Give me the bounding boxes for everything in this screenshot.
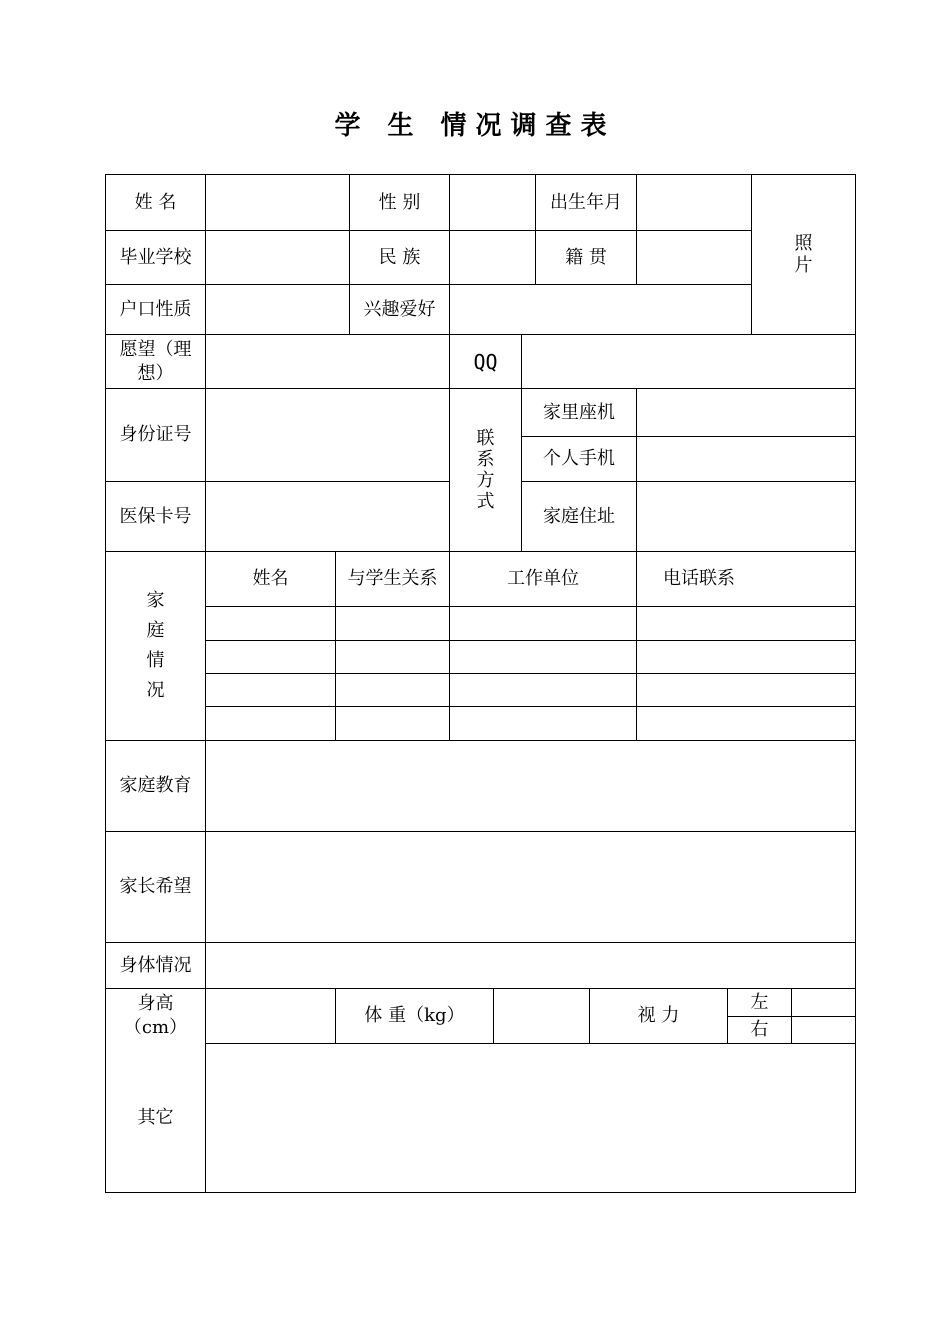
family-cell[interactable]: [206, 707, 335, 740]
weight-field[interactable]: [494, 989, 589, 1043]
height-label: 身高（cm）: [123, 993, 188, 1038]
name-field[interactable]: [206, 175, 349, 230]
native-place-field[interactable]: [637, 231, 751, 284]
vision-label: 视 力: [637, 1005, 680, 1026]
mobile-label: 个人手机: [543, 448, 615, 469]
photo-label: 照片: [794, 232, 813, 276]
work-unit-header: 工作单位: [507, 568, 579, 589]
family-cell[interactable]: [450, 707, 636, 740]
address-label: 家庭住址: [543, 505, 615, 527]
family-cell[interactable]: [637, 607, 855, 640]
address-field[interactable]: [637, 482, 855, 551]
family-label: 家庭情况: [146, 590, 165, 701]
family-cell[interactable]: [206, 607, 335, 640]
native-place-label: 籍 贯: [565, 246, 607, 268]
vision-left-field[interactable]: [792, 989, 855, 1016]
vision-right-field[interactable]: [792, 1017, 855, 1043]
photo-box[interactable]: [752, 175, 855, 334]
parent-hope-field[interactable]: [206, 832, 855, 942]
weight-label: 体 重（kg）: [364, 1005, 465, 1026]
relation-header: 与学生关系: [347, 568, 438, 589]
family-name-header: 姓名: [252, 568, 289, 589]
qq-label: QQ: [473, 349, 498, 374]
family-cell[interactable]: [450, 674, 636, 706]
ethnicity-field[interactable]: [450, 231, 535, 284]
family-cell[interactable]: [336, 707, 449, 740]
family-education-label: 家庭教育: [119, 775, 192, 796]
family-cell[interactable]: [637, 707, 855, 740]
other-field[interactable]: [206, 1044, 855, 1192]
family-cell[interactable]: [206, 674, 335, 706]
medical-card-label: 医保卡号: [119, 505, 192, 527]
family-cell[interactable]: [637, 641, 855, 673]
ethnicity-label: 民 族: [378, 246, 421, 268]
phone-header: 电话联系: [663, 568, 735, 589]
medical-card-field[interactable]: [206, 482, 449, 551]
hobby-label: 兴趣爱好: [363, 298, 436, 320]
family-cell[interactable]: [336, 641, 449, 673]
health-label: 身体情况: [119, 954, 192, 976]
id-number-field[interactable]: [206, 389, 449, 481]
wish-field[interactable]: [206, 335, 449, 388]
gender-label: 性 别: [378, 191, 421, 213]
home-phone-field[interactable]: [637, 389, 855, 436]
qq-field[interactable]: [522, 335, 855, 388]
wish-label: 愿望（理想）: [119, 338, 192, 384]
home-phone-label: 家里座机: [543, 401, 615, 423]
birth-field[interactable]: [637, 175, 751, 230]
school-field[interactable]: [206, 231, 349, 284]
family-education-field[interactable]: [206, 741, 855, 831]
family-cell[interactable]: [450, 607, 636, 640]
gender-field[interactable]: [450, 175, 535, 230]
vision-left-label: 左: [750, 991, 769, 1013]
parent-hope-label: 家长希望: [119, 876, 192, 897]
form-title: 学 生 情况调查表: [334, 111, 616, 141]
name-label: 姓 名: [134, 191, 177, 213]
hukou-label: 户口性质: [119, 298, 192, 320]
vision-right-label: 右: [750, 1019, 769, 1040]
id-number-label: 身份证号: [119, 424, 192, 445]
family-cell[interactable]: [637, 674, 855, 706]
contact-label: 联系方式: [476, 428, 495, 512]
hobby-field[interactable]: [450, 285, 751, 334]
health-field[interactable]: [206, 943, 855, 988]
hukou-field[interactable]: [206, 285, 349, 334]
school-label: 毕业学校: [119, 246, 192, 268]
family-cell[interactable]: [206, 641, 335, 673]
other-label: 其它: [137, 1107, 174, 1128]
family-cell[interactable]: [336, 674, 449, 706]
family-cell[interactable]: [336, 607, 449, 640]
family-cell[interactable]: [450, 641, 636, 673]
height-field[interactable]: [206, 989, 335, 1043]
birth-label: 出生年月: [550, 191, 622, 213]
mobile-field[interactable]: [637, 437, 855, 481]
